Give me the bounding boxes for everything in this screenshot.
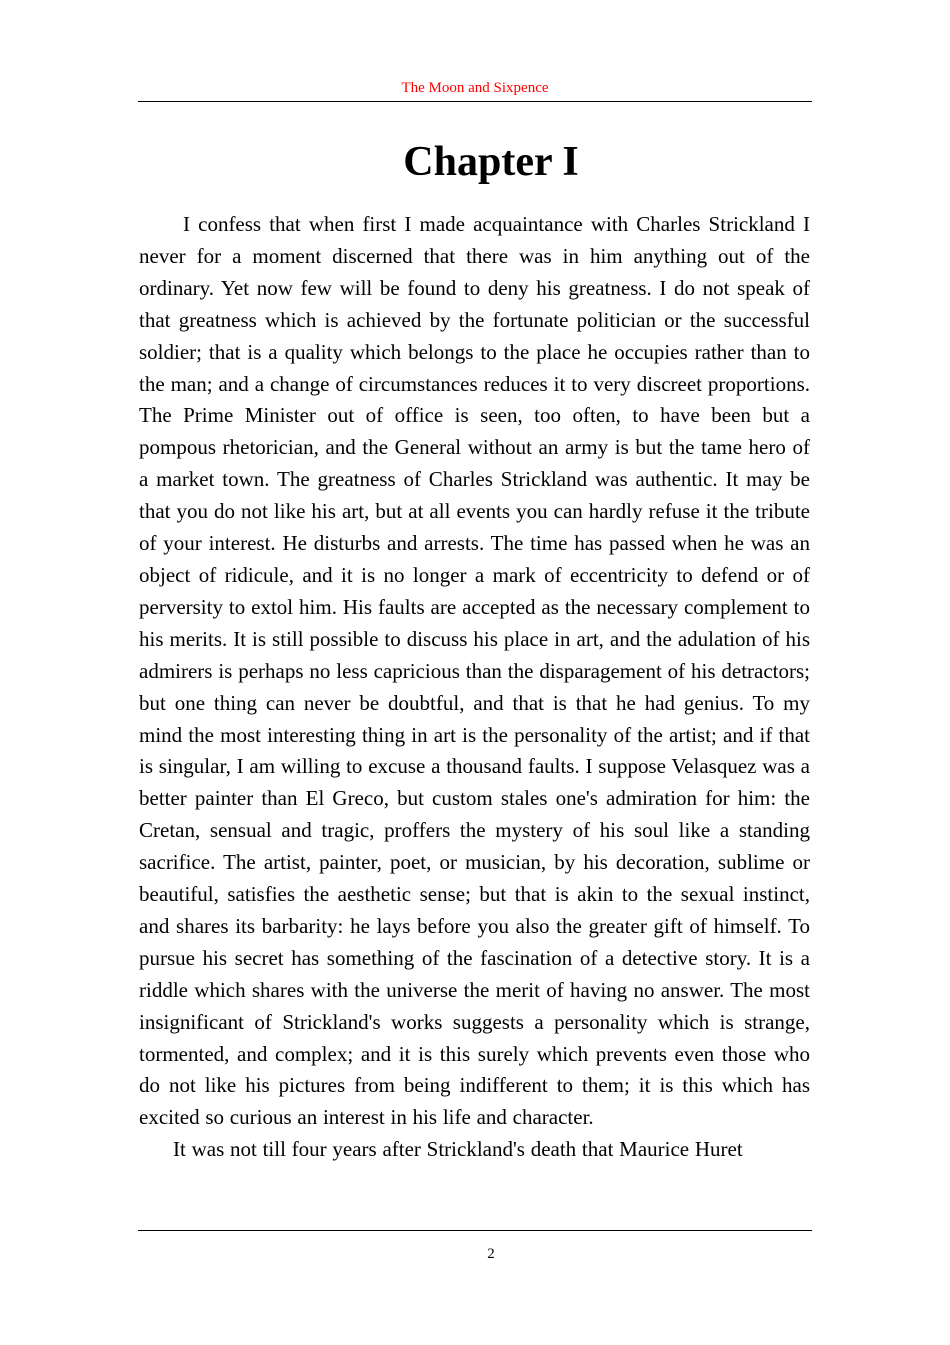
page-number: 2 — [487, 1246, 495, 1262]
chapter-title: Chapter I — [403, 139, 579, 185]
paragraph-1: I confess that when first I made acquaintance with Charles Strickland I never for a moment discerned that there was in him anything out of the ordinary. Yet now few will be found to deny his greatness. I do not speak of that greatness which is achieved by the fortunate politician or the successful soldier; that is a quality which belongs to the place he occupies rather than to the man; and a change of circumstances reduces it to very discreet proportions. The Prime Minister out of office is seen, too often, to have been but a pompous rhetorician, and the General without an army is but the tame hero of a market town. The greatness of Charles Strickland was authentic. It may be that you do not like his art, but at all events you can hardly refuse it the tribute of your interest. He disturbs and arrests. The time has passed when he was an object of ridicule, and it is no longer a mark of eccentricity to defend or of perversity to extol him. His faults are accepted as the necessary complement to his merits. It is still possible to discuss his place in art, and the adulation of his admirers is perhaps no less capricious than the disparagement of his detractors; but one thing can never be doubtful, and that is that he had genius. To my mind the most interesting thing in art is the personality of the artist; and if that is singular, I am willing to excuse a thousand faults. I suppose Velasquez was a better painter than El Greco, but custom stales one's admiration for him: the Cretan, sensual and tragic, proffers the mystery of his soul like a standing sacrifice. The artist, painter, poet, or musician, by his decoration, sublime or beautiful, satisfies the aesthetic sense; but that is akin to the sexual instinct, and shares its barbarity: he lays before you also the greater gift of himself. To pursue his secret has something of the fascination of a detective story. It is a riddle which shares with the universe the merit of having no answer. The most insignificant of Strickland's works suggests a personality which is strange, tormented, and complex; and it is this surely which prevents even those who do not like his pictures from being indifferent to them; it is this which has excited so curious an interest in his life and character. — [139, 212, 810, 1130]
body-text — [139, 209, 810, 1166]
paragraph-2: It was not till four years after Strickland's death that Maurice Huret — [173, 1137, 743, 1162]
running-header-book-title: The Moon and Sixpence — [401, 80, 549, 96]
footer-rule — [138, 1230, 812, 1231]
header-rule — [138, 101, 812, 102]
